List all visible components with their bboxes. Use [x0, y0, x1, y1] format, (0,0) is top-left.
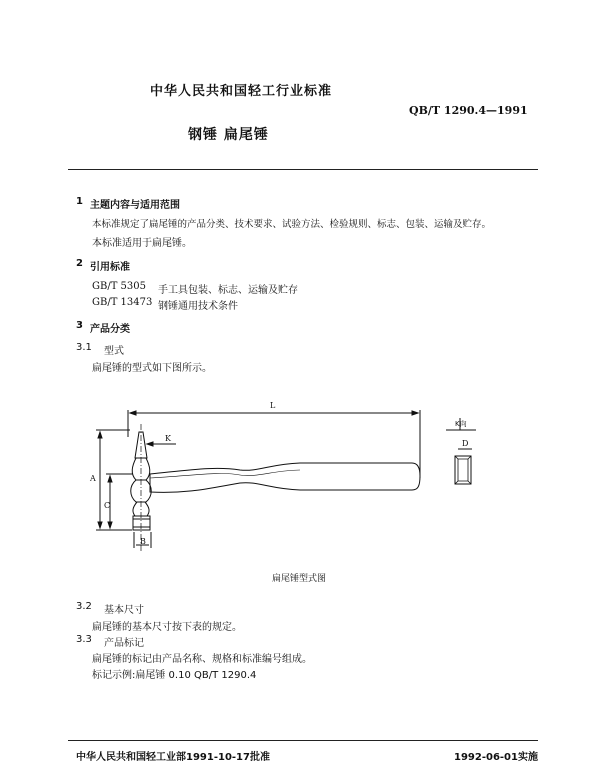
- marking-example: 标记示例:扁尾锤 0.10 QB/T 1290.4: [92, 670, 257, 681]
- footer-rule: [68, 740, 538, 741]
- section-1-paragraph-2: 本标准适用于扁尾锤。: [92, 238, 192, 249]
- label-k-view: K向: [455, 420, 467, 428]
- section-1-paragraph-1: 本标准规定了扁尾锤的产品分类、技术要求、试验方法、检验规则、标志、包装、运输及贮存。: [92, 219, 492, 230]
- section-3-2-number: 3.2: [76, 601, 92, 612]
- reference-title: 钢锤通用技术条件: [158, 301, 238, 312]
- section-3-number: 3: [76, 320, 83, 331]
- figure-caption: 扁尾锤型式图: [272, 574, 327, 584]
- label-b: B: [140, 537, 146, 546]
- effective-date: 1992-06-01实施: [454, 752, 538, 763]
- section-3-heading: 产品分类: [90, 324, 130, 335]
- section-1-number: 1: [76, 196, 83, 207]
- reference-code: GB/T 5305: [92, 281, 147, 292]
- approval-statement: 中华人民共和国轻工业部1991-10-17批准: [76, 752, 270, 763]
- label-l: L: [270, 401, 276, 410]
- reference-code: GB/T 13473: [92, 297, 153, 308]
- header-rule: [68, 169, 538, 170]
- standard-code: QB/T 1290.4—1991: [409, 104, 528, 117]
- section-3-2-heading: 基本尺寸: [104, 605, 144, 616]
- reference-title: 手工具包装、标志、运输及贮存: [158, 285, 298, 296]
- label-d: D: [462, 439, 469, 448]
- issuing-body-title: 中华人民共和国轻工行业标准: [150, 84, 333, 99]
- section-3-3-text: 扁尾锤的标记由产品名称、规格和标准编号组成。: [92, 654, 312, 665]
- label-a: A: [90, 474, 96, 483]
- section-3-2-text: 扁尾锤的基本尺寸按下表的规定。: [92, 622, 242, 633]
- section-3-1-heading: 型式: [104, 346, 124, 357]
- section-3-3-heading: 产品标记: [104, 638, 144, 649]
- section-3-1-text: 扁尾锤的型式如下图所示。: [92, 363, 212, 374]
- section-2-heading: 引用标准: [90, 262, 130, 273]
- section-2-number: 2: [76, 258, 83, 269]
- hammer-drawing: [80, 398, 510, 563]
- k-view-section: [455, 456, 471, 484]
- document-title: 钢锤 扁尾锤: [188, 127, 269, 143]
- hammer-handle: [150, 463, 420, 492]
- section-1-heading: 主题内容与适用范围: [90, 200, 180, 211]
- label-c: C: [104, 501, 111, 510]
- section-3-1-number: 3.1: [76, 342, 92, 353]
- striking-face: [133, 516, 150, 530]
- label-k: K: [165, 434, 171, 443]
- section-3-3-number: 3.3: [76, 634, 92, 645]
